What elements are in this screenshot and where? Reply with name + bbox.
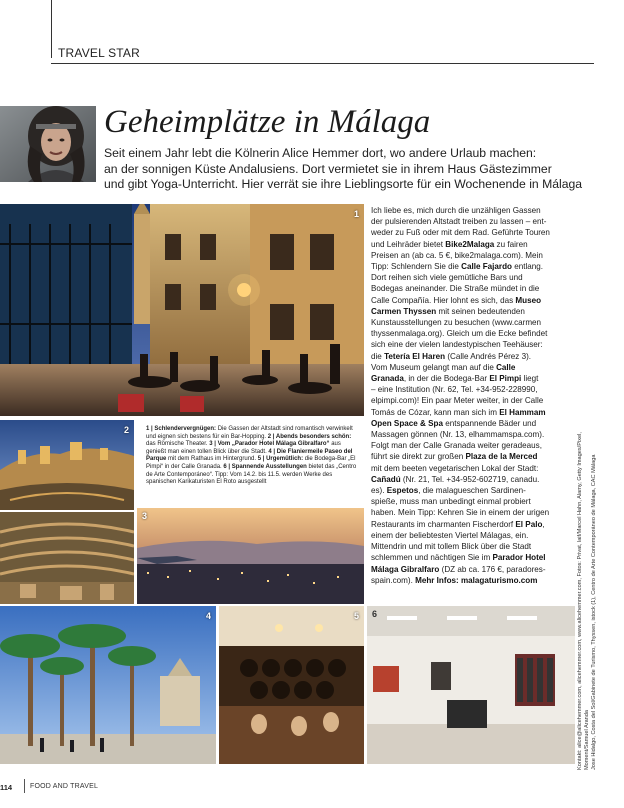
body-line: spieße, muss man unbedingt einmal probiert: [371, 497, 531, 507]
body-line: Preisen an (ab ca. 5 €, bike2malaga.com). Mein: [371, 250, 543, 260]
photo-old-town-street: [0, 204, 364, 416]
body-line: Open Space & Spa entspannende Bäder und: [371, 418, 537, 428]
header-rule: [51, 63, 594, 64]
body-line: der pulsierenden Altstadt treiben zu lassen – ent-: [371, 217, 547, 227]
photo-palm-avenue: [0, 606, 216, 764]
body-line: Restaurants im charmanten Fischerdorf El Palo,: [371, 519, 545, 529]
body-line: Dort reihen sich viele gemütliche Bars und: [371, 273, 523, 283]
intro-line: und gibt Yoga-Unterricht. Hier verrät sie ihre Lieblingsorte für ein Wochenende in Málaga: [104, 177, 583, 192]
highlight-carmen-thyssen: Carmen Thyssen: [371, 306, 437, 316]
author-portrait: [0, 106, 96, 182]
highlight-parador: Parador Hotel: [492, 553, 546, 563]
body-line: haben. Mein Tipp: Kehren Sie in einem der urigen: [371, 508, 550, 518]
body-line: Málaga Gibralfaro (DZ ab ca. 176 €, paradores-: [371, 564, 546, 574]
photo-bodega-bar: [219, 606, 364, 764]
photo-number: 2: [123, 425, 129, 435]
highlight-calle-fajardo: Calle Fajardo: [461, 262, 512, 272]
body-line: einem der beliebtesten Viertel Málagas, ein.: [371, 530, 529, 540]
footer-divider: [24, 779, 25, 793]
photo-number: 4: [205, 611, 211, 621]
body-line: sich eine der vielen landestypischen Teehäuser:: [371, 340, 543, 350]
body-line: Ich liebe es, mich durch die unzähligen Gassen: [371, 206, 541, 215]
photo-number: 6: [372, 609, 378, 619]
highlight-gibralfaro: Málaga Gibralfaro: [371, 564, 440, 574]
caption-text: aus genießt man einen tollen Blick über die Stadt.: [146, 441, 341, 455]
photo-credits: [577, 410, 607, 770]
caption-text: das Römische Theater.: [146, 441, 208, 448]
highlight-teteria: Tetería El Haren: [384, 351, 446, 361]
article-title: Geheimplätze in Málaga: [104, 104, 431, 140]
highlight-museo: Museo: [515, 295, 542, 305]
caption-text: die Bodega-Bar „El Pimpi“ in der Calle Granada.: [146, 456, 356, 470]
photo-number: 5: [353, 611, 359, 621]
body-line: – eine Institution (Nr. 62, Tel. +34-952-228990,: [371, 385, 538, 395]
article-intro: [104, 146, 592, 193]
body-line: die Tetería El Haren (Calle Andrés Pérez 3).: [371, 351, 532, 361]
body-line: und Leihräder bietet Bike2Malaga zu fairen: [371, 239, 528, 249]
body-line: Cañadú (Nr. 21, Tel. +34-952-602719, canadu.: [371, 474, 540, 484]
highlight-el-pimpi: El Pimpi: [489, 374, 522, 384]
photo-captions: [146, 426, 358, 487]
body-line: Kunstausstellungen zu besuchen (www.carmen: [371, 318, 542, 328]
body-line: es). Espetos, die malagueschen Sardinen-: [371, 486, 526, 496]
intro-line: an der sonnigen Küste Andalusiens. Dort vermietet sie in ihrem Haus Gästezimmer: [104, 161, 552, 176]
highlight-granada: Granada: [371, 374, 404, 384]
body-line: Tipp: Schlendern Sie die Calle Fajardo entlang.: [371, 262, 544, 272]
highlight-plaza-merced: Plaza de la Merced: [465, 452, 538, 462]
photo-roman-theatre-steps: [0, 512, 134, 604]
body-line: Vom Museum gelangt man auf die Calle: [371, 362, 516, 372]
highlight-calle: Calle: [496, 362, 516, 372]
photo-roman-theatre: [0, 420, 134, 510]
page-number: 114: [0, 783, 13, 792]
caption-text: mit dem Rathaus im Hintergrund.: [166, 456, 257, 463]
caption-text: Die Gassen der Altstadt sind romantisch verwinkelt und eignen sich bestens für ein Bar-Hopping.: [146, 426, 353, 440]
section-label: TRAVEL STAR: [58, 46, 140, 60]
body-line: führt sie direkt zur großen Plaza de la Merced: [371, 452, 538, 462]
credits-line: Jose Hidalgo, Costa del Sol/Gabinete de Turismo, Thyssen, istock (1), Centro de Arte Contemporáneo de Málaga, CAC Málaga: [591, 454, 597, 770]
intro-line: Seit einem Jahr lebt die Kölnerin Alice Hemmer dort, wo andere Urlaub machen:: [104, 146, 537, 160]
body-line: elpimpi.com)! Ein paar Meter weiter, in der Calle: [371, 396, 544, 406]
highlight-el-hammam: El Hammam: [499, 407, 546, 417]
body-line: Carmen Thyssen mit seinen bedeutenden: [371, 306, 525, 316]
article-body: [371, 205, 573, 586]
credits-line: Kontakt: alice@alicehemmer.com, alicehemmer.com, www.alicehemmer.com, Fotos: Privat, laif/Marcel Hahn, Alamy, Getty Images/Pixel, Moment/Samuel Aranda: [577, 432, 590, 770]
photo-art-centre: [367, 606, 575, 764]
body-line: Massagen gönnen (Nr. 13, elhammamspa.com).: [371, 430, 545, 440]
photo-number: 1: [353, 209, 359, 219]
caption-text: bietet das „Centro de Arte Contemporáneo“. Tipp: Vom 14.2. bis 11.5. werden Werke des spanischen Karikaturisten El Roto ausgestellt: [146, 463, 357, 486]
caption-bold: 1 | Schlendervergnügen:: [146, 426, 217, 432]
caption-bold: 2 | Abends besonders schön:: [267, 433, 352, 440]
body-line: schlemmen und nächtigen Sie im Parador Hotel: [371, 553, 546, 563]
photo-city-view: [137, 508, 364, 604]
caption-bold: 4 | Die Flaniermeile Paseo del Parque: [146, 448, 353, 463]
highlight-canadu: Cañadú: [371, 474, 401, 484]
body-line: thyssenmalaga.org). Gleich um die Ecke befindet: [371, 329, 548, 339]
highlight-more-info: Mehr Infos: malagaturismo.com: [415, 575, 538, 585]
highlight-open-space-spa: Open Space & Spa: [371, 418, 443, 428]
highlight-bike2malaga: Bike2Malaga: [445, 239, 495, 249]
caption-bold: 3 | Vom „Parador Hotel Málaga Gibralfaro“: [209, 441, 330, 448]
caption-bold: 6 | Spannende Ausstellungen: [223, 463, 307, 470]
body-line: Bodegas aneinander. Die Straße mündet in die: [371, 284, 540, 294]
body-line: weder zu Fuß oder mit dem Rad. Geführte Touren: [371, 228, 550, 238]
magazine-name: FOOD AND TRAVEL: [30, 783, 99, 790]
body-line: spain.com). Mehr Infos: malagaturismo.com: [371, 575, 538, 585]
body-line: Calle Compañía. Hier lohnt es sich, das Museo: [371, 295, 542, 305]
header-rule-vertical: [51, 0, 52, 58]
photo-number: 3: [142, 511, 148, 521]
body-line: Mittendrin und mit tollem Blick über die Stadt: [371, 542, 532, 552]
highlight-el-palo: El Palo: [515, 519, 543, 529]
body-line: Folgt man der Calle Granada weiter geradeaus,: [371, 441, 542, 451]
caption-bold: 5 | Urgemütlich:: [257, 456, 304, 463]
body-line: Granada, in der die Bodega-Bar El Pimpi liegt: [371, 374, 539, 384]
body-line: mit dem beeten vegetarischen Lokal der Stadt:: [371, 463, 539, 473]
highlight-espetos: Espetos: [386, 486, 419, 496]
body-line: Tomás de Cózar, kann man sich im El Hammam: [371, 407, 546, 417]
